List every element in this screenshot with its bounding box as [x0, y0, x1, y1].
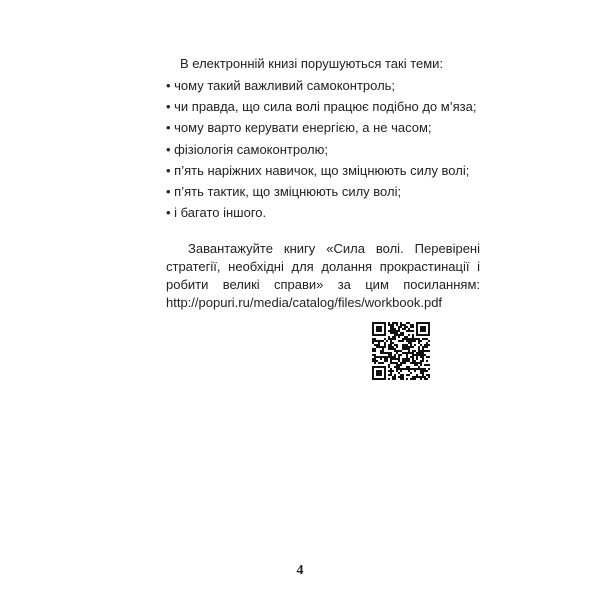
list-item: • п’ять тактик, що зміцнюють силу волі;: [166, 183, 402, 199]
list-item: • п’ять наріжних навичок, що зміцнюють силу волі;: [166, 162, 470, 178]
list-item: • чи правда, що сила волі працює подібно до м’яза;: [166, 99, 477, 115]
intro-text: В електронній книзі порушуються такі теми:: [180, 56, 444, 71]
list-item: • чому варто керувати енергією, а не часом;: [166, 120, 432, 136]
topics-list: [166, 78, 476, 226]
list-item: • фізіологія самоконтролю;: [166, 141, 328, 157]
list-item: • і багато іншого.: [166, 205, 267, 221]
list-item: • чому такий важливий самоконтроль;: [166, 78, 396, 93]
page-number: 4: [296, 563, 304, 578]
qr-code-icon[interactable]: [372, 322, 430, 380]
download-paragraph: Завантажуйте книгу «Сила волі. Перевірені стратегії, необхідні для долання прокрастинації і робити великі справи» за цим посиланням: http://popuri.ru/media/catalog/files/workbook.pdf: [166, 241, 480, 310]
